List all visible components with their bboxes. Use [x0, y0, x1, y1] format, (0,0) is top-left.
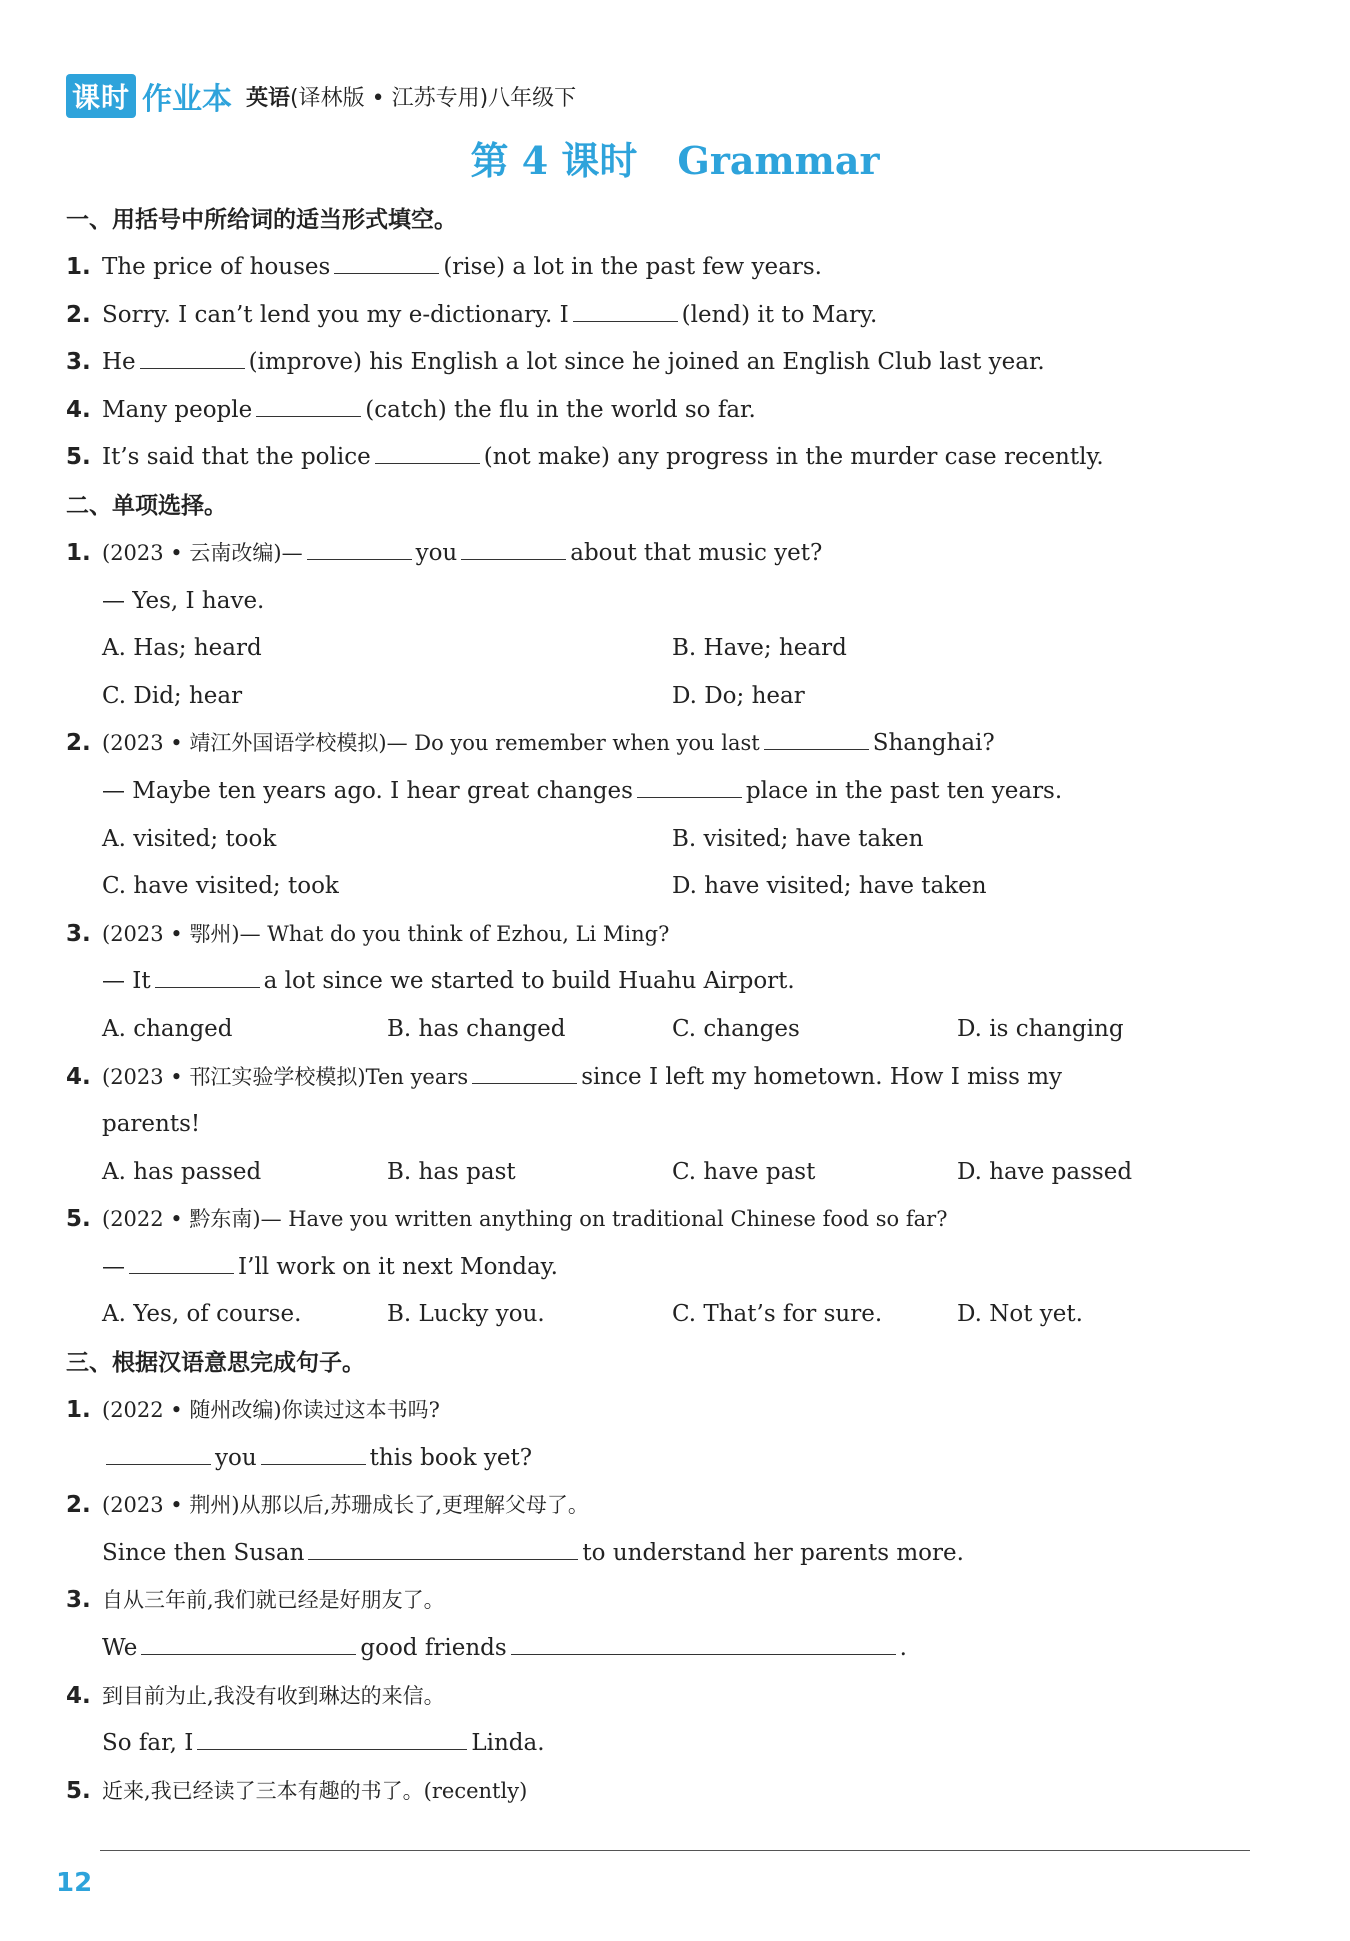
item-number: 2. — [66, 1492, 91, 1519]
answer-blank[interactable] — [472, 1061, 577, 1084]
item-number: 3. — [66, 349, 91, 376]
item-number: 4. — [66, 1682, 91, 1709]
lesson-number: 第 4 课时 — [470, 138, 638, 183]
option-c[interactable]: C. have visited; took — [102, 873, 339, 900]
answer-blank[interactable] — [308, 1537, 578, 1560]
answer-blank[interactable] — [129, 1251, 234, 1274]
answer-blank[interactable] — [261, 1442, 366, 1465]
exercise-content — [66, 196, 1266, 1815]
item-text: It’s said that the police — [102, 444, 371, 471]
answer-blank[interactable] — [140, 346, 245, 369]
answer-text: Linda. — [471, 1730, 545, 1757]
option-d[interactable]: D. have visited; have taken — [672, 873, 987, 900]
item-number: 2. — [66, 301, 91, 328]
chinese-prompt: 近来,我已经读了三本有趣的书了。(recently) — [102, 1778, 528, 1803]
lesson-title — [0, 130, 1350, 185]
question-text: about that music yet? — [570, 539, 823, 566]
question-source: (2023 • 靖江外国语学校模拟)— Do you remember when you last — [102, 731, 760, 756]
option-b[interactable]: B. Have; heard — [672, 635, 847, 662]
chinese-prompt: (2023 • 荆州)从那以后,苏珊成长了,更理解父母了。 — [102, 1493, 589, 1518]
s2-q1-options-cd — [66, 673, 1266, 721]
s2-q2-options-cd — [66, 863, 1266, 911]
s3-q1-answer — [66, 1435, 1266, 1483]
subject-name: 英语 — [246, 85, 291, 111]
item-text: Sorry. I can’t lend you my e-dictionary. I — [102, 301, 569, 328]
option-c[interactable]: C. Did; hear — [102, 682, 243, 709]
s3-q5 — [66, 1768, 1266, 1816]
page-number: 12 — [56, 1868, 93, 1898]
s3-q2 — [66, 1482, 1266, 1530]
question-text: Shanghai? — [872, 730, 995, 757]
s2-q5-reply — [66, 1244, 1266, 1292]
item-text: (not make) any progress in the murder case recently. — [483, 444, 1104, 471]
option-d[interactable]: D. Do; hear — [672, 682, 805, 709]
s2-q3 — [66, 911, 1266, 959]
s2-q4-options — [66, 1149, 1266, 1197]
answer-blank[interactable] — [573, 299, 678, 322]
item-number: 4. — [66, 1063, 91, 1090]
option-b[interactable]: B. has changed — [387, 1015, 566, 1042]
s3-q3-answer — [66, 1625, 1266, 1673]
answer-writing-line[interactable] — [100, 1850, 1250, 1851]
s1-item-2 — [66, 292, 1266, 340]
s2-q4 — [66, 1054, 1266, 1102]
item-number: 3. — [66, 920, 91, 947]
question-source: (2023 • 云南改编)— — [102, 540, 303, 565]
answer-blank[interactable] — [511, 1632, 896, 1655]
option-c[interactable]: C. That’s for sure. — [672, 1301, 883, 1328]
s3-q4-answer — [66, 1720, 1266, 1768]
reply-text: — — [102, 1253, 125, 1280]
section-3-title: 三、根据汉语意思完成句子。 — [66, 1350, 365, 1377]
answer-text: you — [215, 1444, 257, 1471]
answer-text: . — [899, 1635, 907, 1662]
question-source: (2023 • 鄂州)— What do you think of Ezhou, Li Ming? — [102, 921, 670, 946]
section-1-title: 一、用括号中所给词的适当形式填空。 — [66, 207, 457, 233]
s3-q1 — [66, 1387, 1266, 1435]
reply-text: a lot since we started to build Huahu Airport. — [263, 968, 795, 995]
option-b[interactable]: B. visited; have taken — [672, 825, 924, 852]
option-d[interactable]: D. Not yet. — [957, 1301, 1083, 1328]
section-2-title: 二、单项选择。 — [66, 492, 227, 519]
s2-q1 — [66, 530, 1266, 578]
question-source: (2022 • 黔东南)— Have you written anything on traditional Chinese food so far? — [102, 1207, 948, 1232]
item-text: (improve) his English a lot since he joined an English Club last year. — [248, 349, 1045, 376]
edition: (译林版 • 江苏专用)八年级下 — [290, 85, 577, 111]
s2-q2 — [66, 720, 1266, 768]
item-text: (rise) a lot in the past few years. — [443, 254, 822, 280]
item-number: 1. — [66, 539, 91, 566]
logo — [66, 74, 232, 118]
s2-q4-continued: parents! — [102, 1111, 201, 1138]
answer-blank[interactable] — [256, 394, 361, 417]
s2-q5 — [66, 1196, 1266, 1244]
option-a[interactable]: A. changed — [102, 1015, 233, 1042]
option-a[interactable]: A. visited; took — [102, 825, 277, 852]
item-text: (catch) the flu in the world so far. — [365, 396, 756, 423]
reply-text: place in the past ten years. — [745, 777, 1063, 804]
s2-q3-reply — [66, 958, 1266, 1006]
answer-blank[interactable] — [155, 965, 260, 988]
s1-item-4 — [66, 387, 1266, 435]
s2-q1-options-ab — [66, 625, 1266, 673]
option-c[interactable]: C. changes — [672, 1015, 800, 1042]
item-text: The price of houses — [102, 254, 331, 280]
answer-blank[interactable] — [334, 251, 439, 274]
answer-text: this book yet? — [369, 1444, 533, 1471]
reply-text: — Maybe ten years ago. I hear great changes — [102, 777, 633, 804]
option-d[interactable]: D. have passed — [957, 1158, 1133, 1185]
item-text: (lend) it to Mary. — [681, 301, 878, 328]
item-number: 1. — [66, 254, 91, 280]
option-b[interactable]: B. Lucky you. — [387, 1301, 545, 1328]
s2-q5-options — [66, 1291, 1266, 1339]
s2-q2-options-ab — [66, 816, 1266, 864]
option-d[interactable]: D. is changing — [957, 1015, 1124, 1042]
lesson-topic: Grammar — [677, 138, 880, 183]
answer-blank[interactable] — [637, 775, 742, 798]
reply-text: — It — [102, 968, 151, 995]
item-number: 2. — [66, 730, 91, 757]
answer-blank[interactable] — [141, 1632, 356, 1655]
answer-blank[interactable] — [197, 1727, 467, 1750]
option-a[interactable]: A. has passed — [102, 1158, 262, 1185]
s3-q3 — [66, 1577, 1266, 1625]
option-b[interactable]: B. has past — [387, 1158, 516, 1185]
answer-blank[interactable] — [106, 1442, 211, 1465]
answer-text: We — [102, 1635, 138, 1662]
answer-blank[interactable] — [307, 537, 412, 560]
logo-text: 作业本 — [142, 82, 233, 117]
answer-text: Since then Susan — [102, 1539, 305, 1566]
item-number: 5. — [66, 1777, 91, 1804]
chinese-prompt: (2022 • 随州改编)你读过这本书吗? — [102, 1398, 440, 1423]
answer-text: good friends — [360, 1635, 507, 1662]
s3-q2-answer — [66, 1530, 1266, 1578]
item-number: 4. — [66, 396, 91, 423]
book-header — [66, 74, 576, 118]
item-text: He — [102, 349, 136, 376]
option-c[interactable]: C. have past — [672, 1158, 816, 1185]
answer-blank[interactable] — [764, 727, 869, 750]
s2-q2-reply — [66, 768, 1266, 816]
answer-blank[interactable] — [375, 441, 480, 464]
s2-q1-reply: — Yes, I have. — [102, 587, 265, 614]
s1-item-3 — [66, 339, 1266, 387]
reply-text: I’ll work on it next Monday. — [238, 1253, 558, 1280]
question-text: since I left my hometown. How I miss my — [581, 1063, 1063, 1090]
answer-text: So far, I — [102, 1730, 194, 1757]
option-a[interactable]: A. Yes, of course. — [102, 1301, 302, 1328]
question-source: (2023 • 邗江实验学校模拟)Ten years — [102, 1064, 469, 1089]
item-number: 1. — [66, 1397, 91, 1424]
s1-item-5 — [66, 434, 1266, 482]
s1-item-1 — [66, 244, 1266, 292]
item-number: 5. — [66, 444, 91, 471]
logo-box: 课时 — [66, 74, 136, 118]
question-text: you — [415, 539, 458, 566]
s3-q4 — [66, 1673, 1266, 1721]
answer-blank[interactable] — [461, 537, 566, 560]
item-number: 3. — [66, 1587, 91, 1614]
subject-label — [246, 81, 576, 112]
s2-q3-options — [66, 1006, 1266, 1054]
chinese-prompt: 到目前为止,我没有收到琳达的来信。 — [102, 1683, 445, 1708]
item-text: Many people — [102, 396, 253, 423]
chinese-prompt: 自从三年前,我们就已经是好朋友了。 — [102, 1588, 445, 1613]
answer-text: to understand her parents more. — [582, 1539, 964, 1566]
item-number: 5. — [66, 1206, 91, 1233]
option-a[interactable]: A. Has; heard — [102, 635, 262, 662]
